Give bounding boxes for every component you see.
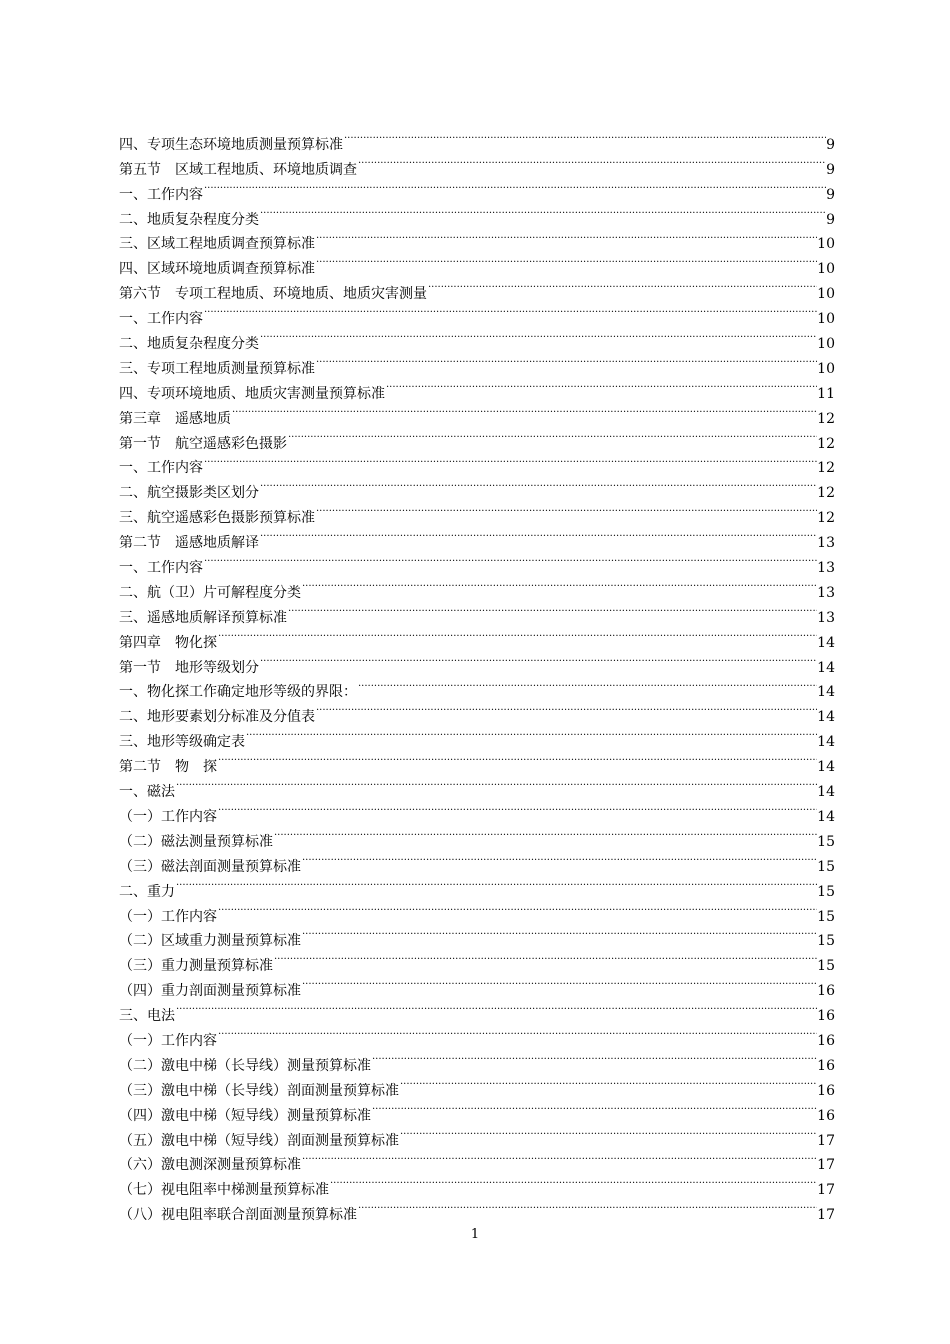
toc-dot-leader [175, 871, 817, 896]
toc-entry-label: 一、工作内容 [119, 460, 203, 477]
toc-entry-label: 一、磁法 [119, 784, 175, 801]
toc-dot-leader [203, 298, 817, 323]
toc-entry-page: 14 [817, 808, 835, 825]
toc-entry-label: 三、电法 [119, 1008, 175, 1025]
toc-entry-label: （三）磁法剖面测量预算标准 [119, 858, 301, 875]
toc-entry[interactable] [119, 298, 835, 328]
toc-entry-page: 13 [817, 535, 835, 552]
toc-dot-leader [287, 597, 817, 622]
toc-entry-label: 第六节 专项工程地质、环境地质、地质灾害测量 [119, 286, 427, 303]
toc-dot-leader [301, 921, 817, 946]
toc-entry[interactable] [119, 871, 835, 900]
toc-entry-page: 13 [817, 584, 835, 601]
toc-entry-page: 10 [817, 360, 835, 377]
toc-entry-label: （四）激电中梯（短导线）测量预算标准 [119, 1107, 371, 1124]
toc-entry-page: 16 [817, 1057, 835, 1074]
toc-entry-label: 四、区域环境地质调查预算标准 [119, 261, 315, 278]
toc-entry-label: 第一节 航空遥感彩色摄影 [119, 435, 287, 452]
toc-dot-leader [399, 1070, 817, 1095]
toc-entry-page: 14 [817, 734, 835, 751]
toc-dot-leader [259, 472, 817, 497]
toc-dot-leader [217, 622, 817, 647]
toc-entry-page: 12 [817, 485, 835, 502]
toc-dot-leader [273, 945, 817, 970]
toc-entry[interactable] [119, 746, 835, 776]
toc-entry-page: 12 [817, 410, 835, 427]
toc-dot-leader [315, 348, 817, 373]
toc-dot-leader [357, 149, 826, 174]
toc-entry[interactable] [119, 622, 835, 651]
toc-entry-label: 三、区域工程地质调查预算标准 [119, 236, 315, 253]
toc-entry-page: 17 [817, 1157, 835, 1174]
toc-dot-leader [301, 572, 817, 597]
toc-entry[interactable] [119, 448, 835, 477]
toc-entry-label: 四、专项生态环境地质测量预算标准 [119, 136, 343, 153]
toc-entry-page: 15 [817, 883, 835, 900]
toc-entry-page: 16 [817, 1032, 835, 1049]
toc-entry-page: 17 [817, 1132, 835, 1149]
toc-dot-leader [245, 721, 817, 746]
toc-entry[interactable] [119, 572, 835, 601]
toc-entry[interactable] [119, 995, 835, 1025]
toc-entry-label: 第五节 区域工程地质、环境地质调查 [119, 161, 357, 178]
toc-entry[interactable] [119, 921, 835, 950]
toc-entry-label: （七）视电阻率中梯测量预算标准 [119, 1182, 329, 1199]
toc-entry-label: 四、专项环境地质、地质灾害测量预算标准 [119, 385, 385, 402]
toc-entry-label: 第二节 遥感地质解译 [119, 535, 259, 552]
toc-entry-page: 10 [817, 311, 835, 328]
toc-dot-leader [385, 373, 817, 398]
toc-entry[interactable] [119, 1045, 835, 1074]
toc-entry-page: 15 [817, 858, 835, 875]
toc-entry-page: 10 [817, 336, 835, 353]
toc-dot-leader [343, 124, 826, 149]
toc-entry-label: （二）磁法测量预算标准 [119, 833, 273, 850]
toc-dot-leader [315, 224, 817, 249]
toc-entry-page: 13 [817, 609, 835, 626]
toc-dot-leader [371, 1095, 817, 1120]
toc-entry-page: 17 [817, 1207, 835, 1224]
toc-entry-page: 15 [817, 933, 835, 950]
toc-entry-label: （三）激电中梯（长导线）剖面测量预算标准 [119, 1082, 399, 1099]
toc-dot-leader [175, 771, 817, 796]
toc-entry-page: 13 [817, 560, 835, 577]
toc-entry-label: （一）工作内容 [119, 1032, 217, 1049]
toc-entry-label: 一、工作内容 [119, 311, 203, 328]
toc-entry-label: 一、工作内容 [119, 186, 203, 203]
toc-entry[interactable] [119, 199, 835, 228]
toc-entry[interactable] [119, 323, 835, 353]
toc-entry-label: 二、地形要素划分标准及分值表 [119, 709, 315, 726]
toc-entry-page: 12 [817, 510, 835, 527]
toc-entry-page: 9 [826, 136, 835, 153]
toc-entry-page: 12 [817, 460, 835, 477]
toc-entry-label: 三、专项工程地质测量预算标准 [119, 360, 315, 377]
toc-entry-label: （六）激电测深测量预算标准 [119, 1157, 301, 1174]
toc-entry-page: 14 [817, 684, 835, 701]
toc-entry-page: 16 [817, 1008, 835, 1025]
toc-dot-leader [357, 1194, 817, 1219]
toc-dot-leader [259, 647, 817, 672]
toc-entry-page: 14 [817, 634, 835, 651]
toc-entry-page: 15 [817, 908, 835, 925]
toc-entry-page: 16 [817, 1107, 835, 1124]
toc-dot-leader [259, 323, 817, 348]
toc-dot-leader [203, 174, 826, 199]
toc-dot-leader [203, 448, 817, 473]
toc-entry-label: （四）重力剖面测量预算标准 [119, 983, 301, 1000]
toc-entry[interactable] [119, 896, 835, 925]
toc-entry-label: 二、地质复杂程度分类 [119, 336, 259, 353]
toc-entry-label: 二、重力 [119, 883, 175, 900]
toc-entry-page: 9 [826, 211, 835, 228]
toc-entry-page: 16 [817, 983, 835, 1000]
toc-dot-leader [175, 995, 817, 1020]
toc-entry-label: 三、航空遥感彩色摄影预算标准 [119, 510, 315, 527]
toc-entry[interactable] [119, 647, 835, 676]
toc-entry-label: 二、航空摄影类区划分 [119, 485, 259, 502]
toc-dot-leader [259, 522, 817, 547]
toc-dot-leader [301, 1145, 817, 1170]
toc-dot-leader [217, 746, 817, 771]
toc-dot-leader [231, 398, 817, 423]
toc-entry-label: 第四章 物化探 [119, 634, 217, 651]
toc-entry-page: 10 [817, 236, 835, 253]
toc-entry-page: 17 [817, 1182, 835, 1199]
toc-entry-label: 二、地质复杂程度分类 [119, 211, 259, 228]
toc-entry-label: （二）激电中梯（长导线）测量预算标准 [119, 1057, 371, 1074]
toc-entry-label: （五）激电中梯（短导线）剖面测量预算标准 [119, 1132, 399, 1149]
toc-dot-leader [399, 1120, 817, 1145]
toc-entry[interactable] [119, 771, 835, 801]
toc-entry[interactable] [119, 1020, 835, 1049]
toc-entry[interactable] [119, 174, 835, 203]
toc-dot-leader [259, 199, 826, 224]
toc-dot-leader [217, 796, 817, 821]
toc-entry-page: 11 [817, 385, 835, 402]
toc-entry-label: （一）工作内容 [119, 808, 217, 825]
toc-entry[interactable] [119, 124, 835, 153]
toc-entry[interactable] [119, 472, 835, 502]
toc-entry-label: （二）区域重力测量预算标准 [119, 933, 301, 950]
table-of-contents [119, 124, 835, 1224]
toc-entry-page: 15 [817, 958, 835, 975]
toc-dot-leader [315, 696, 817, 721]
toc-entry-label: 二、航（卫）片可解程度分类 [119, 584, 301, 601]
toc-entry-page: 16 [817, 1082, 835, 1099]
toc-entry-label: 三、地形等级确定表 [119, 734, 245, 751]
toc-dot-leader [329, 1169, 817, 1194]
toc-entry-page: 14 [817, 659, 835, 676]
toc-dot-leader [301, 846, 817, 871]
toc-entry-page: 10 [817, 286, 835, 303]
toc-entry-label: 一、物化探工作确定地形等级的界限： [119, 684, 357, 701]
toc-entry-page: 9 [826, 186, 835, 203]
toc-entry-label: 第三章 遥感地质 [119, 410, 231, 427]
toc-entry-label: 三、遥感地质解译预算标准 [119, 609, 287, 626]
toc-dot-leader [357, 672, 817, 697]
toc-entry-label: 第二节 物 探 [119, 759, 217, 776]
toc-entry-label: （三）重力测量预算标准 [119, 958, 273, 975]
toc-entry[interactable] [119, 547, 835, 577]
toc-entry-page: 9 [826, 161, 835, 178]
toc-dot-leader [273, 821, 817, 846]
toc-entry-label: （八）视电阻率联合剖面测量预算标准 [119, 1207, 357, 1224]
toc-entry-label: 一、工作内容 [119, 560, 203, 577]
toc-dot-leader [217, 896, 817, 921]
toc-entry-label: 第一节 地形等级划分 [119, 659, 259, 676]
toc-dot-leader [315, 497, 817, 522]
toc-entry-page: 14 [817, 759, 835, 776]
toc-dot-leader [315, 248, 817, 273]
toc-entry[interactable] [119, 821, 835, 850]
toc-entry-page: 15 [817, 833, 835, 850]
toc-entry-page: 10 [817, 261, 835, 278]
toc-entry-page: 14 [817, 784, 835, 801]
toc-dot-leader [217, 1020, 817, 1045]
toc-dot-leader [287, 423, 817, 448]
toc-entry-page: 14 [817, 709, 835, 726]
page-number: 1 [470, 1227, 480, 1242]
toc-dot-leader [371, 1045, 817, 1070]
toc-dot-leader [301, 970, 817, 995]
toc-entry-label: （一）工作内容 [119, 908, 217, 925]
toc-dot-leader [203, 547, 817, 572]
toc-entry-page: 12 [817, 435, 835, 452]
toc-dot-leader [427, 273, 817, 298]
toc-entry[interactable] [119, 796, 835, 825]
